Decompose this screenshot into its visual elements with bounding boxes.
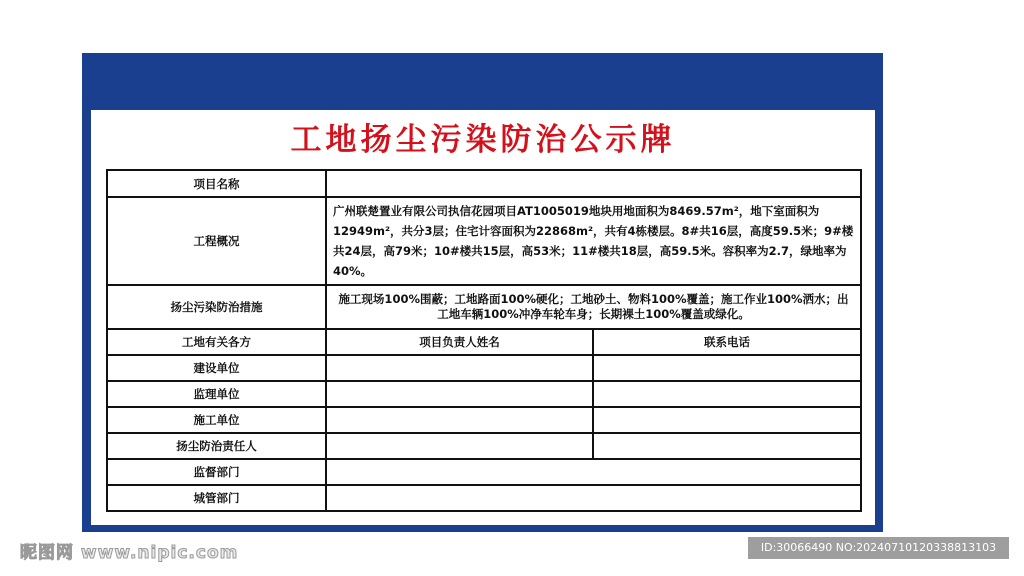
info-table — [106, 169, 862, 512]
phone-column-header: 联系电话 — [593, 329, 861, 355]
nipic-watermark: 昵图网 www.nipic.com — [20, 543, 239, 563]
builder-label: 建设单位 — [107, 355, 326, 381]
dust-officer-person-cell — [326, 433, 593, 459]
builder-phone-cell — [593, 355, 861, 381]
contractor-person-cell — [326, 407, 593, 433]
table-row — [107, 285, 861, 329]
supervisor-label: 监理单位 — [107, 381, 326, 407]
table-row — [107, 170, 861, 197]
dust-officer-label: 扬尘防治责任人 — [107, 433, 326, 459]
city-mgmt-dept-label: 城管部门 — [107, 485, 326, 511]
table-row — [107, 459, 861, 485]
dust-officer-phone-cell — [593, 433, 861, 459]
table-row — [107, 433, 861, 459]
overview-label: 工程概况 — [107, 197, 326, 285]
parties-label: 工地有关各方 — [107, 329, 326, 355]
city-mgmt-dept-value — [326, 485, 861, 511]
project-name-value — [326, 170, 861, 197]
measures-value: 施工现场100%围蔽；工地路面100%硬化；工地砂土、物料100%覆盖；施工作业100%洒水；出工地车辆100%冲净车轮车身；长期裸土100%覆盖或绿化。 — [326, 285, 861, 329]
table-row — [107, 407, 861, 433]
supervisor-phone-cell — [593, 381, 861, 407]
project-name-label: 项目名称 — [107, 170, 326, 197]
builder-person-cell — [326, 355, 593, 381]
table-row — [107, 197, 861, 285]
supervisor-person-cell — [326, 381, 593, 407]
table-row — [107, 355, 861, 381]
board-title: 工地扬尘污染防治公示牌 — [290, 122, 676, 158]
oversight-dept-value — [326, 459, 861, 485]
measures-label: 扬尘污染防治措施 — [107, 285, 326, 329]
oversight-dept-label: 监督部门 — [107, 459, 326, 485]
table-row — [107, 381, 861, 407]
table-row — [107, 329, 861, 355]
overview-value: 广州联楚置业有限公司执信花园项目AT1005019地块用地面积为8469.57m²，地下室面积为12949m²，共分3层；住宅计容面积为22868m²，共有4栋楼层。8#共16层，高度59.5米；9#楼共24层，高79米；10#楼共15层，高53米；11#楼共18层，高59.5米。容积率为2.7，绿地率为40%。 — [326, 197, 861, 285]
person-column-header: 项目负责人姓名 — [326, 329, 593, 355]
contractor-label: 施工单位 — [107, 407, 326, 433]
contractor-phone-cell — [593, 407, 861, 433]
image-id-label: ID:30066490 NO:20240710120338813103 — [748, 537, 1009, 559]
table-row — [107, 485, 861, 511]
